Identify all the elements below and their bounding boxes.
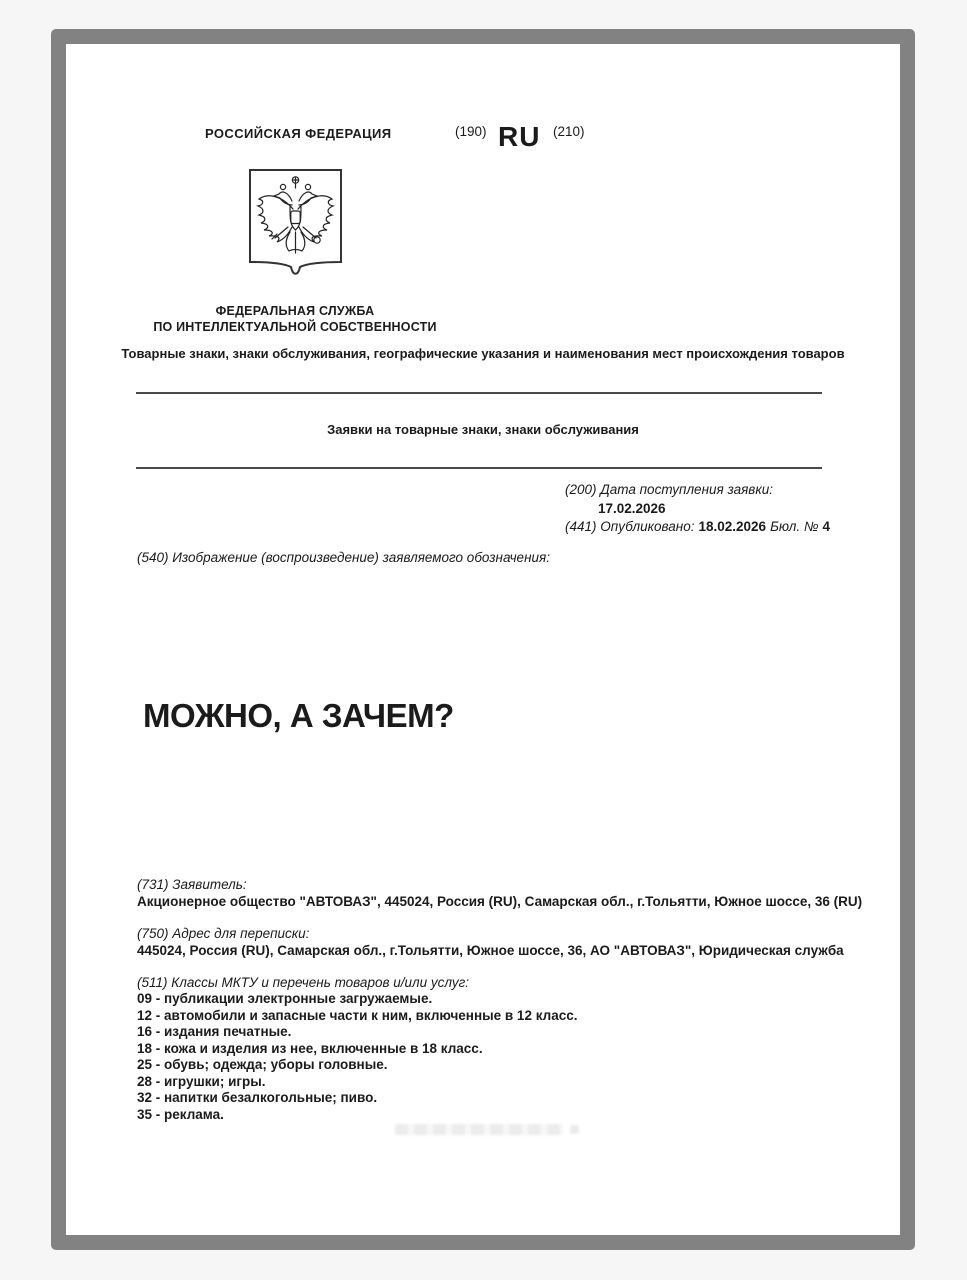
- applicant-value: Акционерное общество "АВТОВАЗ", 445024, Россия (RU), Самарская обл., г.Тольятти, Южное шоссе, 36 (RU): [137, 894, 863, 909]
- trademark-text: МОЖНО, А ЗАЧЕМ?: [143, 697, 454, 734]
- publication-label: (441) Опубликовано:: [565, 519, 695, 534]
- class-list-item: 32 - напитки безалкогольные; пиво.: [137, 1090, 378, 1105]
- authority-line-1: ФЕДЕРАЛЬНАЯ СЛУЖБА: [215, 304, 375, 318]
- authority-line-2: ПО ИНТЕЛЛЕКТУАЛЬНОЙ СОБСТВЕННОСТИ: [153, 319, 437, 334]
- class-list-item: 28 - игрушки; игры.: [137, 1073, 266, 1089]
- correspondence-label: (750) Адрес для переписки:: [137, 926, 310, 941]
- horizontal-rule-bottom: [136, 467, 822, 469]
- publication-line: [565, 518, 834, 537]
- class-list: [137, 991, 577, 1123]
- mark-image-label: (540) Изображение (воспроизведение) заявляемого обозначения:: [137, 550, 550, 565]
- section-title: Заявки на товарные знаки, знаки обслуживания: [327, 422, 639, 437]
- class-list-item: 12 - автомобили и запасные части к ним, включенные в 12 класс.: [137, 1007, 578, 1023]
- classes-label: (511) Классы МКТУ и перечень товаров и/или услуг:: [137, 975, 470, 990]
- register-type-line: Товарные знаки, знаки обслуживания, географические указания и наименования мест происхождения товаров: [121, 346, 845, 361]
- filing-date-value: 17.02.2026: [598, 500, 666, 516]
- authority-name: [130, 304, 460, 335]
- correspondence-value: 445024, Россия (RU), Самарская обл., г.Тольятти, Южное шоссе, 36, АО "АВТОВАЗ", Юридическая служба: [137, 943, 844, 958]
- class-list-item: 35 - реклама.: [137, 1106, 224, 1122]
- inid-190-code: (190): [455, 124, 487, 139]
- faint-watermark: [395, 1124, 563, 1135]
- bulletin-number: 4: [822, 519, 830, 534]
- country-label: РОССИЙСКАЯ ФЕДЕРАЦИЯ: [205, 126, 392, 141]
- filing-date-label: (200) Дата поступления заявки:: [565, 482, 773, 497]
- dates-block: [565, 481, 834, 537]
- bulletin-label: Бюл. №: [770, 519, 819, 534]
- publication-date: 18.02.2026: [698, 519, 767, 534]
- faint-watermark-dot: [570, 1125, 579, 1134]
- applicant-label: (731) Заявитель:: [137, 877, 247, 892]
- country-code: RU: [498, 121, 541, 152]
- class-list-item: 09 - публикации электронные загружаемые.: [137, 991, 433, 1006]
- inid-210-code: (210): [553, 124, 585, 139]
- horizontal-rule-top: [136, 392, 822, 394]
- class-list-item: 18 - кожа и изделия из нее, включенные в 18 класс.: [137, 1040, 483, 1056]
- coat-of-arms-emblem: [247, 167, 344, 284]
- class-list-item: 16 - издания печатные.: [137, 1024, 292, 1039]
- class-list-item: 25 - обувь; одежда; уборы головные.: [137, 1057, 388, 1072]
